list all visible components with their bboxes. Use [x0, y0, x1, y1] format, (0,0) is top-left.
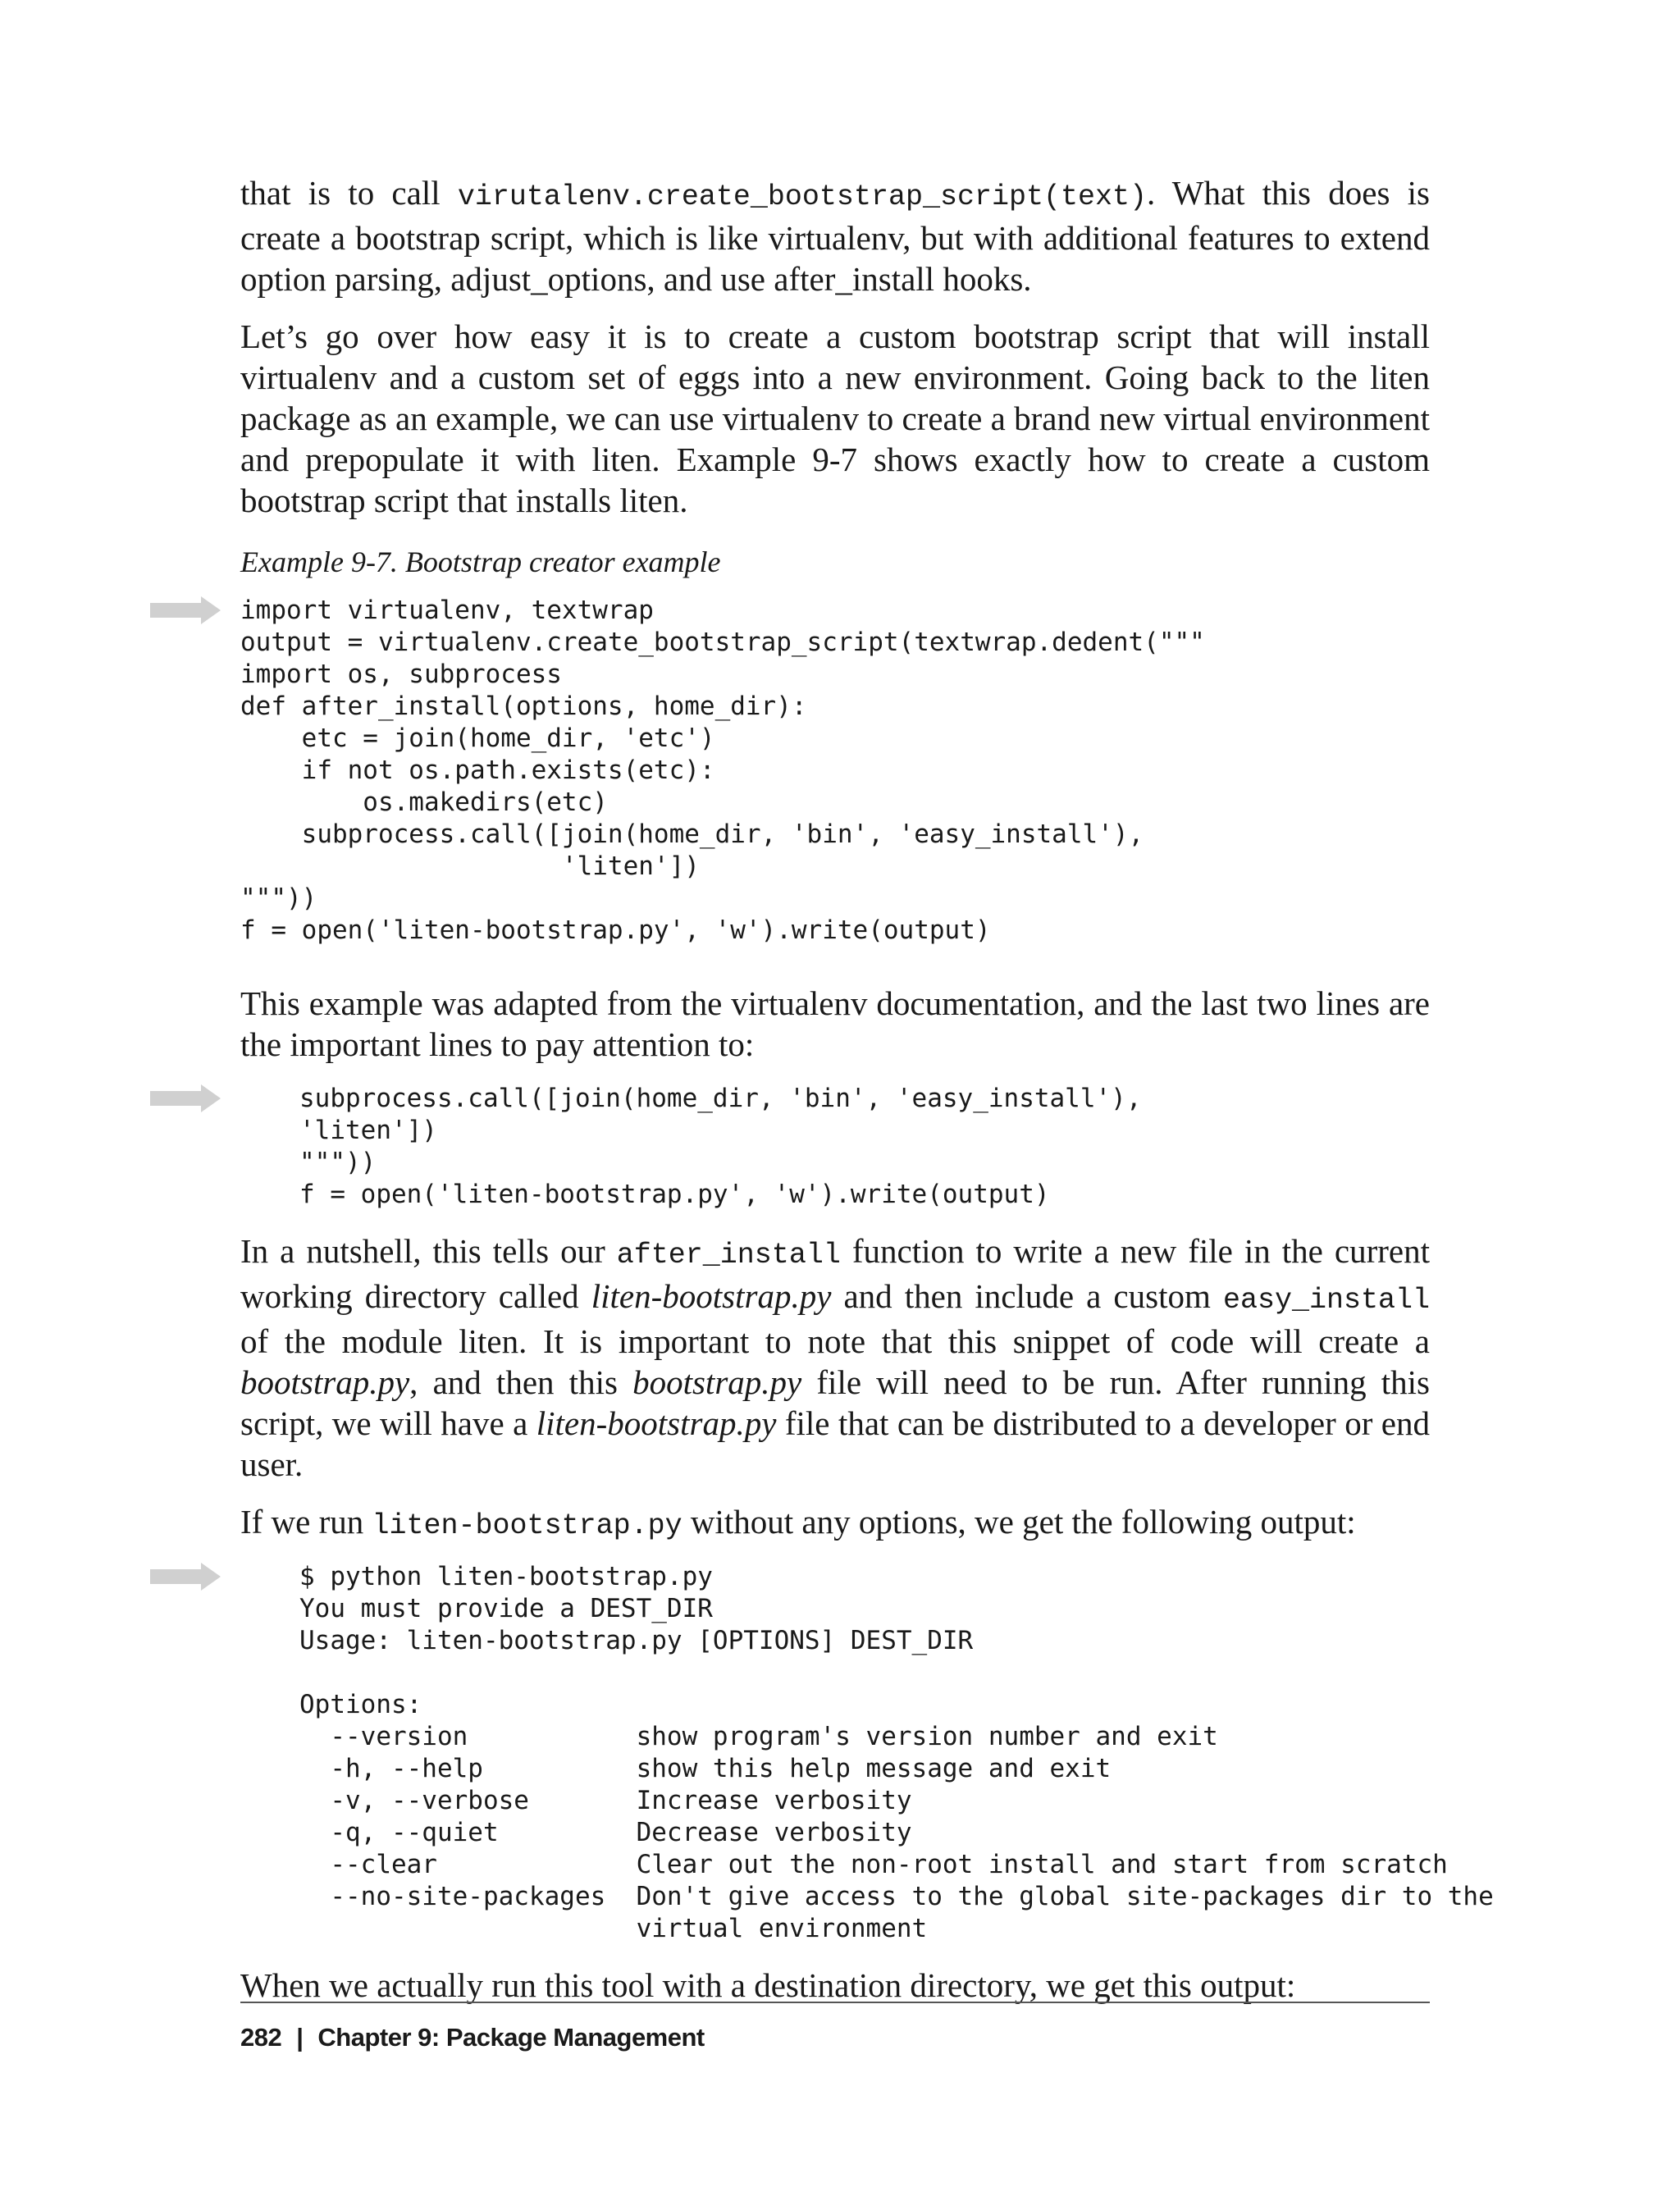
paragraph-1: [240, 172, 1430, 299]
text-run: In a nutshell, this tells our: [240, 1232, 617, 1270]
example-caption: Example 9-7. Bootstrap creator example: [240, 546, 721, 578]
paragraph-2: Let’s go over how easy it is to create a custom bootstrap script that will install virtualenv and a custom set of eggs into a new environment. Going back to the liten package as an example, we can use virtualenv to create a brand new virtual environment and prepopulate it with liten. Example 9-7 shows exactly how to create a custom bootstrap script that installs liten.: [240, 317, 1430, 519]
file-name: bootstrap.py: [240, 1363, 410, 1401]
inline-code: liten-bootstrap.py: [372, 1509, 682, 1542]
page-content: [240, 172, 1494, 2006]
footer-rule: [240, 2002, 1430, 2003]
file-name: liten-bootstrap.py: [591, 1277, 832, 1315]
page-number: 282: [240, 2023, 282, 2052]
paragraph-3: This example was adapted from the virtualenv documentation, and the last two lines are the important lines to pay attention to:: [240, 984, 1430, 1063]
inline-code: easy_install: [1222, 1284, 1430, 1317]
text-run: that is to call: [240, 174, 458, 212]
file-name: bootstrap.py: [632, 1363, 802, 1401]
footer-separator: |: [296, 2023, 304, 2052]
right-arrow-icon: [150, 1563, 221, 1591]
text-run: of the module liten. It is important to note that this snippet of code will create a: [240, 1322, 1430, 1360]
file-name: liten-bootstrap.py: [536, 1404, 777, 1442]
text-run: . What this does is create a bootstrap script, which is like virtualenv, but with additional features to extend option parsing, adjust_options, and use after_install hooks.: [240, 174, 1430, 298]
chapter-title: Chapter 9: Package Management: [317, 2023, 705, 2052]
inline-code: after_install: [616, 1239, 841, 1271]
code-listing: subprocess.call([join(home_dir, 'bin', 'easy_install'), 'liten']) """)) f = open('liten-bootstrap.py', 'w').write(output): [299, 1084, 1142, 1209]
paragraph-6: When we actually run this tool with a destination directory, we get this output:: [240, 1966, 1296, 2004]
paragraph-4: [240, 1230, 1430, 1485]
text-run: function to write a new file in the current working directory called: [240, 1232, 1430, 1315]
text-run: , and then this: [409, 1363, 633, 1401]
footer-text: [240, 2021, 1430, 2054]
text-run: file that can be distributed to a developer or end user.: [240, 1404, 1431, 1483]
code-listing: import virtualenv, textwrap output = virtualenv.create_bootstrap_script(textwrap.dedent(""" import os, subprocess def after_install(options, home_dir): etc = join(home_dir, 'etc') if not os.path.exists(etc): os.makedirs(etc) subprocess.call([join(home_dir, 'bin', 'easy_install'), 'liten']) """)) f = open('liten-bootstrap.py', 'w').write(output): [240, 596, 1205, 945]
right-arrow-icon: [150, 1084, 221, 1112]
paragraph-5: [240, 1501, 1430, 1546]
code-block-2: [240, 1083, 1430, 1211]
code-block-1: [240, 595, 1430, 947]
text-run: If we run: [240, 1503, 372, 1541]
code-block-3: [240, 1561, 1494, 1945]
text-run: and then include a custom: [831, 1277, 1223, 1315]
page-footer: [240, 2002, 1430, 2054]
text-run: without any options, we get the following output:: [682, 1503, 1356, 1541]
terminal-output: $ python liten-bootstrap.py You must provide a DEST_DIR Usage: liten-bootstrap.py [OPTIONS] DEST_DIR Options: --version show program's version number and exit -h, --help show this help message and exit -v, --verbose Increase verbosity -q, --quiet Decrease verbosity --clear Clear out the non-root install and start from scratch --no-site-packages Don't give access to the global site-packages dir to the virtual environment: [299, 1562, 1494, 1943]
text-run: file will need to be run. After running this script, we will have a: [240, 1363, 1431, 1442]
inline-code: virutalenv.create_bootstrap_script(text): [457, 180, 1147, 213]
right-arrow-icon: [150, 596, 221, 624]
